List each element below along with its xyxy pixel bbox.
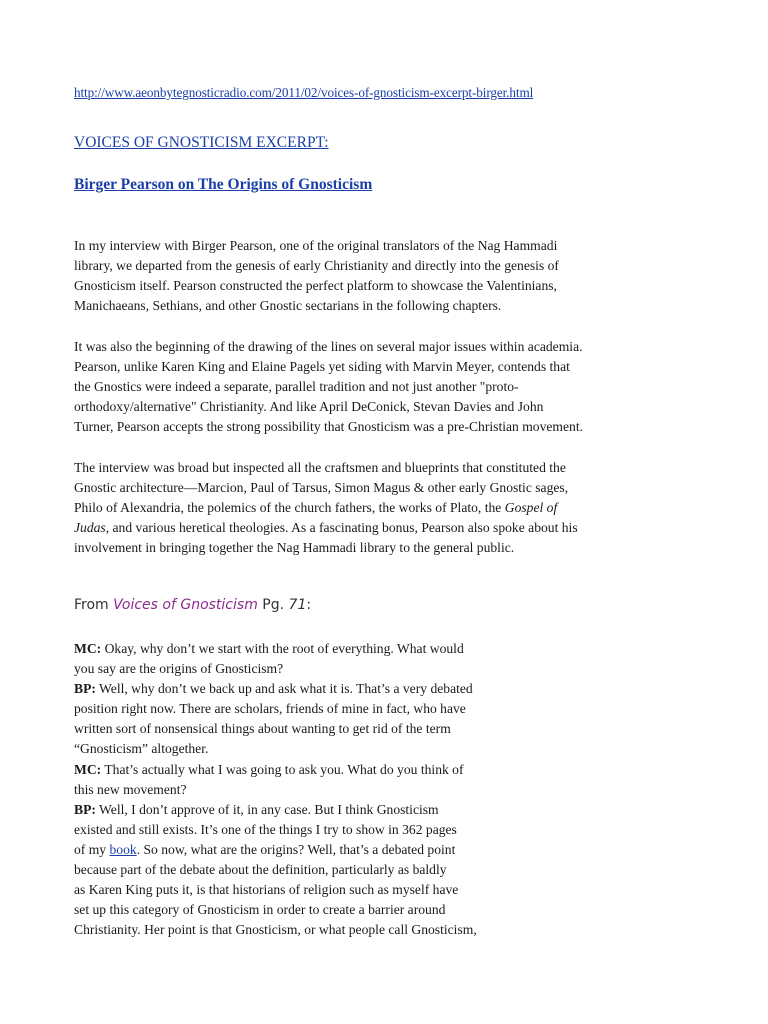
paragraph-line: orthodoxy/alternative" Christianity. And like April DeConick, Stevan Davies and John [74,399,544,415]
speaker-label: BP: [74,801,96,817]
transcript-line [74,639,477,659]
paragraph-line: the Gnostics were indeed a separate, parallel tradition and not just another "proto- [74,379,519,395]
heading-suffix: : [306,597,312,613]
intro-paragraph-3 [74,458,664,558]
transcript-text: Well, I don’t approve of it, in any case. But I think Gnosticism [95,801,439,817]
paragraph-line [74,518,664,538]
intro-paragraph-2 [74,337,664,437]
paragraph-line: Pearson, unlike Karen King and Elaine Pagels yet siding with Marvin Meyer, contends that [74,359,570,375]
transcript-line: set up this category of Gnosticism in order to create a barrier around [74,902,446,918]
paragraph-line: Manichaeans, Sethians, and other Gnostic sectarians in the following chapters. [74,298,502,314]
from-book-heading [74,597,311,613]
paragraph-line: involvement in bringing together the Nag Hammadi library to the general public. [74,540,515,556]
transcript-line: existed and still exists. It’s one of the things I try to show in 362 pages [74,821,457,837]
source-url-link[interactable]: http://www.aeonbytegnosticradio.com/2011/02/voices-of-gnosticism-excerpt-birger.html [74,85,534,100]
transcript-line: because part of the debate about the definition, particularly as baldly [74,862,447,878]
gospel-title-part1: Gospel of [504,500,558,516]
interview-transcript [74,639,477,940]
paragraph-line: library, we departed from the genesis of early Christianity and directly into the genesis of [74,258,559,274]
book-title: Voices of Gnosticism [113,597,258,613]
speaker-label: MC: [74,761,102,777]
transcript-line [74,840,477,860]
intro-paragraph-1 [74,236,664,316]
transcript-line: you say are the origins of Gnosticism? [74,661,284,677]
transcript-line: this new movement? [74,781,187,797]
transcript-text: That’s actually what I was going to ask you. What do you think of [101,761,464,777]
speaker-label: BP: [74,681,96,697]
transcript-line: written sort of nonsensical things about wanting to get rid of the term [74,721,451,737]
paragraph-line: It was also the beginning of the drawing of the lines on several major issues within academia. [74,339,583,354]
paragraph-line [74,498,664,518]
transcript-line: position right now. There are scholars, friends of mine in fact, who have [74,701,466,717]
paragraph-text: Philo of Alexandria, the polemics of the church fathers, the works of Plato, the [74,500,505,516]
article-title-link[interactable]: Birger Pearson on The Origins of Gnosticism [74,176,373,193]
transcript-line [74,679,477,699]
transcript-text: Okay, why don’t we start with the root of everything. What would [101,641,464,656]
transcript-line [74,760,477,780]
gospel-title-part2: Judas [74,520,106,536]
paragraph-text: , and various heretical theologies. As a fascinating bonus, Pearson also spoke about his [105,520,578,536]
paragraph-line: In my interview with Birger Pearson, one of the original translators of the Nag Hammadi [74,238,558,253]
page-number: 71 [288,597,307,613]
paragraph-line: Turner, Pearson accepts the strong possibility that Gnosticism was a pre-Christian movement. [74,419,584,435]
transcript-line [74,800,477,820]
excerpt-heading-text[interactable]: VOICES OF GNOSTICISM EXCERPT: [74,134,329,151]
paragraph-line: Gnosticism itself. Pearson constructed the perfect platform to showcase the Valentinians, [74,278,557,294]
from-prefix: From [74,597,114,613]
speaker-label: MC: [74,641,102,656]
paragraph-line: Gnostic architecture—Marcion, Paul of Tarsus, Simon Magus & other early Gnostic sages, [74,480,569,496]
transcript-text: . So now, what are the origins? Well, that’s a debated point [136,841,456,857]
transcript-line: as Karen King puts it, is that historians of religion such as myself have [74,882,459,898]
transcript-text: Well, why don’t we back up and ask what it is. That’s a very debated [95,681,473,697]
transcript-text: of my [74,841,110,857]
excerpt-heading[interactable] [74,134,329,152]
paragraph-line: The interview was broad but inspected all the craftsmen and blueprints that constituted the [74,460,566,475]
book-link[interactable]: book [109,841,137,857]
page-label: Pg. [257,597,289,613]
transcript-line: “Gnosticism” altogether. [74,741,209,757]
transcript-line: Christianity. Her point is that Gnosticism, or what people call Gnosticism, [74,922,477,938]
